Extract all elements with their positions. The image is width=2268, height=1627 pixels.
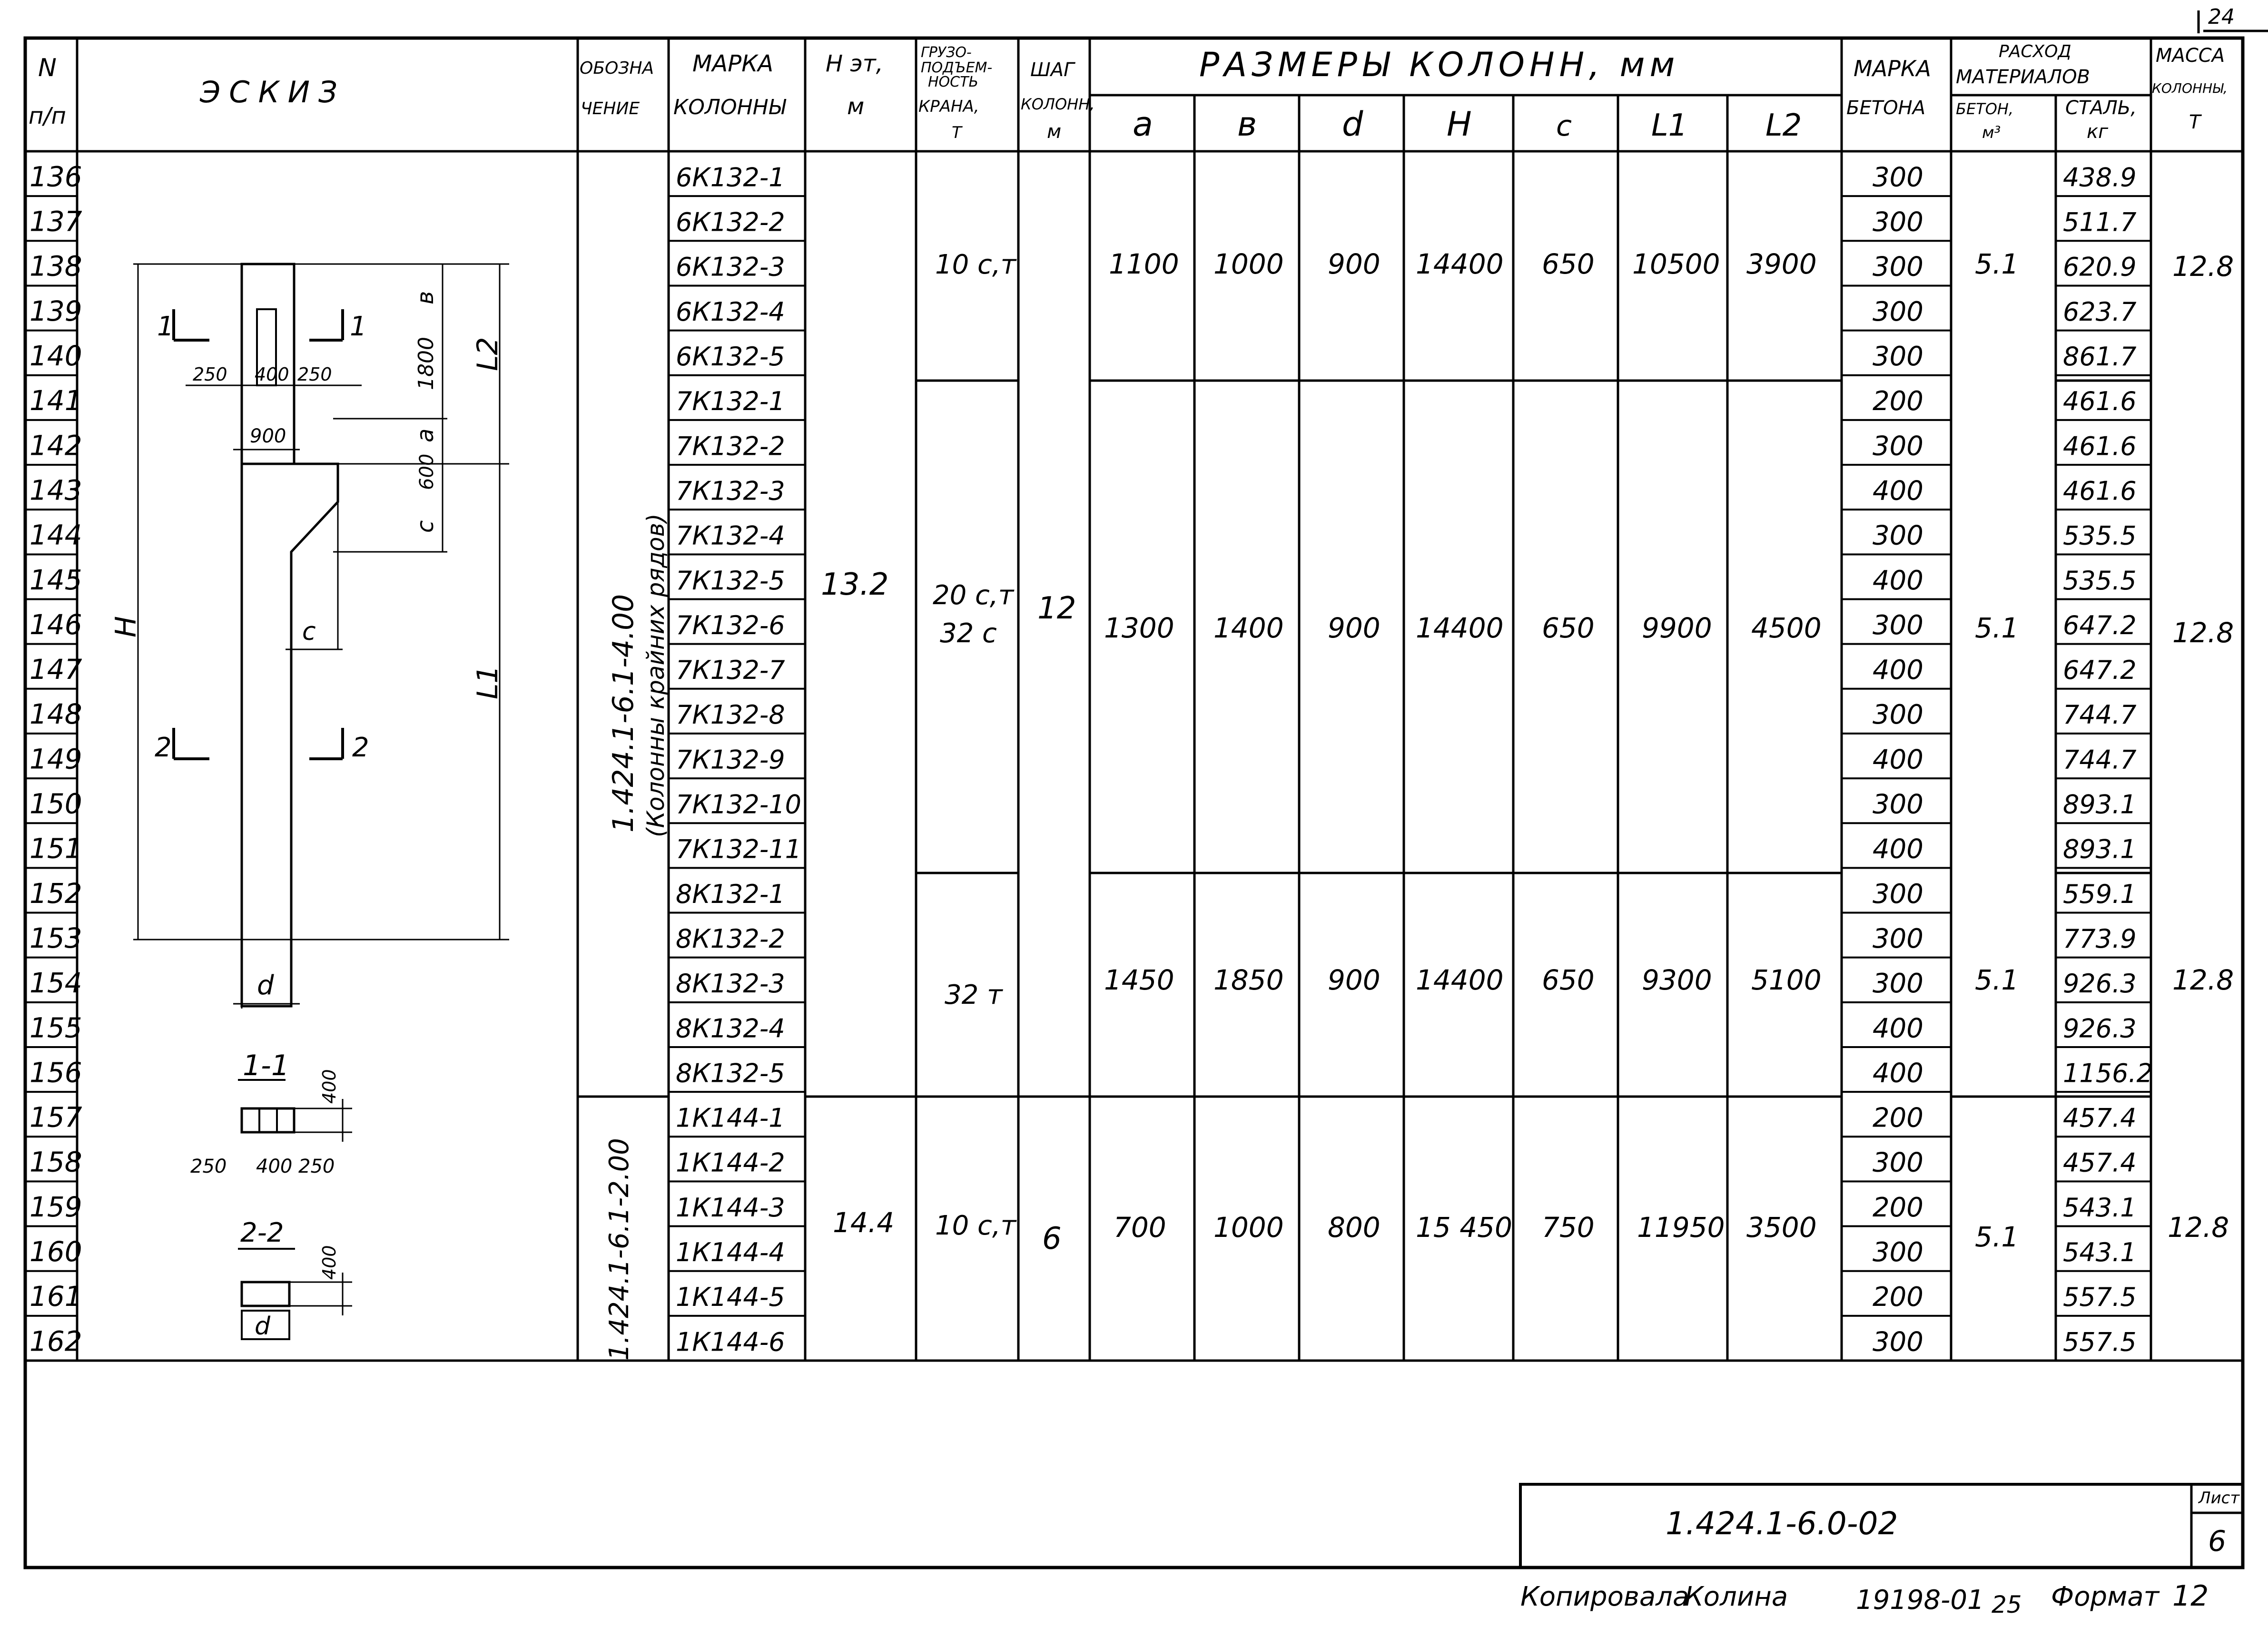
row-number: 147 — [30, 653, 82, 686]
row-concrete: 200 — [1873, 1282, 1923, 1313]
sketch-dim-c-right: c — [412, 520, 439, 533]
group3-L1: 9300 — [1642, 964, 1712, 996]
row-concrete: 300 — [1873, 609, 1923, 641]
merged-values — [604, 248, 2234, 1361]
row-steel: 620.9 — [2063, 252, 2137, 282]
header-crane-5: Т — [952, 123, 962, 142]
row-steel: 1156.2 — [2063, 1058, 2153, 1088]
row-mark: 7К132-5 — [676, 565, 785, 596]
group2-d: 900 — [1328, 612, 1381, 644]
row-number: 144 — [30, 519, 82, 551]
row-steel: 773.9 — [2063, 923, 2137, 954]
row-number: 162 — [30, 1325, 82, 1358]
group4-d: 800 — [1328, 1211, 1381, 1244]
row-concrete: 300 — [1873, 1147, 1923, 1178]
header-step-2: КОЛОНН, — [1021, 95, 1095, 113]
row-steel: 559.1 — [2063, 879, 2137, 909]
row-concrete: 400 — [1873, 833, 1923, 865]
row-steel: 461.6 — [2063, 386, 2137, 417]
header-h-floor-2: м — [847, 93, 865, 120]
row-steel: 926.3 — [2063, 1013, 2137, 1044]
sec2-left: 2 — [155, 732, 172, 763]
h-floor-2: 14.4 — [833, 1206, 895, 1239]
sketch-w400: 400 — [255, 364, 289, 385]
header-size-L1: L1 — [1651, 108, 1688, 143]
sketch-dim-d: d — [257, 970, 274, 1001]
lower-column — [242, 464, 338, 1006]
title-sheet-label: Лист — [2199, 1489, 2240, 1508]
sketch-dim-c-mid: c — [302, 617, 316, 646]
row-concrete: 300 — [1873, 162, 1923, 193]
group2-c: 650 — [1542, 612, 1595, 644]
group2-crane-2: 32 с — [940, 618, 997, 649]
row-steel: 461.6 — [2063, 476, 2137, 506]
sketch-dim-b: в — [412, 291, 439, 304]
row-concrete: 400 — [1873, 655, 1923, 686]
group4-L1: 11950 — [1637, 1211, 1725, 1244]
section-1-w400: 400 — [256, 1156, 293, 1177]
row-number: 155 — [30, 1011, 82, 1044]
row-number: 138 — [30, 250, 82, 283]
row-steel: 557.5 — [2063, 1282, 2137, 1313]
row-number: 146 — [30, 608, 82, 641]
row-number: 141 — [30, 384, 82, 417]
group2-mass: 12.8 — [2172, 617, 2234, 649]
header-h-floor: H эт, — [826, 50, 883, 77]
row-concrete: 400 — [1873, 475, 1923, 507]
row-mark: 6К132-4 — [676, 296, 785, 327]
row-number: 158 — [30, 1146, 82, 1178]
row-steel: 511.7 — [2063, 207, 2137, 237]
group1-concrete-vol: 5.1 — [1975, 248, 2019, 280]
header-steel-2: кг — [2087, 121, 2109, 143]
row-steel: 457.4 — [2063, 1103, 2137, 1133]
group2-H: 14400 — [1416, 612, 1504, 644]
group2-L2: 4500 — [1751, 612, 1822, 644]
row-steel: 926.3 — [2063, 969, 2137, 999]
group1-c: 650 — [1542, 248, 1595, 280]
header-concrete-vol: БЕТОН, — [1956, 100, 2014, 118]
row-number: 142 — [30, 429, 82, 462]
row-steel: 535.5 — [2063, 565, 2137, 596]
designation-1: 1.424.1-6.1-4.00 — [607, 594, 640, 833]
row-steel: 647.2 — [2063, 610, 2137, 640]
header-sizes-title: РАЗМЕРЫ КОЛОНН, мм — [1199, 45, 1680, 84]
row-lines — [25, 196, 2151, 1316]
row-mark: 7К132-2 — [676, 431, 785, 461]
sketch-dim-L2: L2 — [471, 337, 504, 371]
header-consumption: РАСХОД — [1999, 42, 2071, 61]
row-concrete: 300 — [1873, 1326, 1923, 1358]
section-2-d: d — [255, 1312, 271, 1341]
row-mark: 7К132-1 — [676, 386, 785, 417]
header-designation-2: ЧЕНИЕ — [581, 99, 640, 118]
row-mark: 1К144-1 — [676, 1103, 785, 1133]
row-steel: 893.1 — [2063, 834, 2137, 864]
sec1-left: 1 — [157, 311, 174, 342]
row-steel: 861.7 — [2063, 342, 2137, 372]
section-1-shape — [242, 1108, 294, 1132]
group4-b: 1000 — [1213, 1211, 1284, 1244]
table-rows — [30, 160, 2153, 1357]
row-concrete: 300 — [1873, 251, 1923, 283]
header-designation: ОБОЗНА — [580, 59, 654, 78]
group3-mass: 12.8 — [2172, 964, 2234, 996]
table-header — [29, 42, 2228, 144]
row-mark: 6К132-1 — [676, 162, 785, 193]
designation-2: 1.424.1-6.1-2.00 — [604, 1138, 635, 1361]
group3-crane: 32 т — [945, 980, 1003, 1010]
row-number: 139 — [30, 294, 82, 327]
row-mark: 8К132-2 — [676, 923, 785, 954]
header-mark: МАРКА — [692, 50, 774, 77]
row-concrete: 200 — [1873, 1102, 1923, 1134]
row-steel: 457.4 — [2063, 1147, 2137, 1178]
row-concrete: 300 — [1873, 699, 1923, 731]
row-number: 150 — [30, 787, 82, 820]
group1-b: 1000 — [1213, 248, 1284, 280]
group4-mass: 12.8 — [2168, 1211, 2229, 1244]
row-number: 154 — [30, 967, 82, 1000]
sketch-w250a: 250 — [193, 364, 227, 385]
sketch-dim-1800: 1800 — [414, 337, 438, 390]
footer — [1520, 1579, 2209, 1618]
section-1-400: 400 — [319, 1069, 340, 1104]
footer-format-label: Формат — [2051, 1581, 2160, 1612]
footer-order-extra: 25 — [1992, 1591, 2022, 1618]
designation-1-2: (Колонны крайних рядов) — [642, 513, 670, 837]
header-mass-2: КОЛОННЫ, — [2152, 80, 2228, 96]
column-sketch — [109, 264, 509, 1341]
header-size-b: в — [1237, 105, 1257, 144]
header-size-H: H — [1447, 105, 1472, 144]
title-code: 1.424.1-6.0-02 — [1666, 1505, 1898, 1542]
row-number: 159 — [30, 1190, 82, 1223]
section-2-title: 2-2 — [240, 1217, 284, 1248]
row-steel: 647.2 — [2063, 655, 2137, 686]
header-step: ШАГ — [1030, 59, 1075, 81]
header-crane-2: ПОДЪЕМ- — [921, 59, 993, 76]
group3-c: 650 — [1542, 964, 1595, 996]
header-num: N — [38, 54, 57, 82]
section-1-250b: 250 — [298, 1156, 335, 1177]
row-mark: 7К132-10 — [676, 789, 801, 820]
row-concrete: 300 — [1873, 520, 1923, 551]
row-number: 137 — [30, 205, 82, 238]
row-mark: 7К132-9 — [676, 745, 785, 775]
row-number: 156 — [30, 1056, 82, 1089]
step-1: 12 — [1037, 591, 1076, 626]
row-number: 153 — [30, 921, 82, 954]
group3-concrete-vol: 5.1 — [1975, 964, 2019, 996]
row-concrete: 400 — [1873, 565, 1923, 596]
row-concrete: 300 — [1873, 206, 1923, 238]
row-mark: 1К144-5 — [676, 1282, 785, 1313]
group2-b: 1400 — [1213, 612, 1284, 644]
row-concrete: 300 — [1873, 431, 1923, 462]
sketch-w900: 900 — [250, 425, 286, 447]
header-size-a: a — [1133, 105, 1153, 144]
row-concrete: 400 — [1873, 1013, 1923, 1044]
h-floor-1: 13.2 — [821, 567, 889, 602]
row-mark: 1К144-2 — [676, 1147, 785, 1178]
row-concrete: 400 — [1873, 744, 1923, 775]
header-concrete: МАРКА — [1854, 56, 1932, 81]
row-mark: 7К132-7 — [676, 655, 785, 686]
group3-L2: 5100 — [1751, 964, 1822, 996]
row-concrete: 300 — [1873, 1236, 1923, 1268]
row-steel: 744.7 — [2063, 745, 2137, 775]
header-size-L2: L2 — [1765, 108, 1802, 143]
row-concrete: 200 — [1873, 1192, 1923, 1223]
header-crane: ГРУЗО- — [921, 44, 972, 61]
group3-d: 900 — [1328, 964, 1381, 996]
sketch-w250b: 250 — [297, 364, 332, 385]
header-num-2: п/п — [29, 103, 66, 129]
row-mark: 7К132-4 — [676, 520, 785, 551]
row-concrete: 300 — [1873, 923, 1923, 954]
group1-d: 900 — [1328, 248, 1381, 280]
row-steel: 438.9 — [2063, 162, 2137, 193]
row-concrete: 300 — [1873, 296, 1923, 327]
section-2-400: 400 — [319, 1245, 340, 1280]
group1-crane: 10 с,т — [935, 249, 1016, 280]
row-number: 151 — [30, 832, 82, 865]
section-2-shape — [242, 1282, 289, 1306]
footer-copied: Копировала — [1520, 1581, 1689, 1612]
group4-a: 700 — [1114, 1211, 1166, 1244]
row-number: 145 — [30, 563, 82, 596]
header-consumption-2: МАТЕРИАЛОВ — [1956, 66, 2090, 88]
group1-L2: 3900 — [1746, 248, 1817, 280]
section-1-250a: 250 — [190, 1156, 227, 1177]
group1-a: 1100 — [1109, 248, 1179, 280]
row-steel: 543.1 — [2063, 1192, 2137, 1223]
sec2-right: 2 — [352, 732, 369, 763]
row-concrete: 300 — [1873, 789, 1923, 820]
footer-format-value: 12 — [2172, 1579, 2209, 1613]
group4-c: 750 — [1542, 1211, 1595, 1244]
row-concrete: 200 — [1873, 386, 1923, 417]
row-number: 136 — [30, 160, 82, 193]
header-mark-2: КОЛОННЫ — [673, 95, 786, 119]
header-concrete-vol-2: м³ — [1982, 123, 2001, 142]
group2-a: 1300 — [1104, 612, 1174, 644]
group1-L1: 10500 — [1632, 248, 1720, 280]
group2-L1: 9900 — [1642, 612, 1712, 644]
header-sketch: ЭСКИЗ — [200, 75, 346, 109]
row-mark: 8К132-3 — [676, 969, 785, 999]
footer-name: Колина — [1685, 1581, 1788, 1612]
row-concrete: 300 — [1873, 341, 1923, 372]
header-crane-4: КРАНА, — [918, 97, 979, 116]
group3-H: 14400 — [1416, 964, 1504, 996]
step-2: 6 — [1042, 1221, 1062, 1256]
group1-H: 14400 — [1416, 248, 1504, 280]
page-number: 24 — [2208, 5, 2235, 29]
header-crane-3: НОСТЬ — [928, 74, 979, 90]
row-number: 148 — [30, 698, 82, 731]
row-steel: 744.7 — [2063, 700, 2137, 730]
title-sheet-number: 6 — [2208, 1525, 2227, 1558]
row-mark: 8К132-5 — [676, 1058, 785, 1088]
group4-H: 15 450 — [1416, 1211, 1512, 1244]
group4-L2: 3500 — [1746, 1211, 1817, 1244]
header-steel: СТАЛЬ, — [2065, 97, 2137, 119]
row-mark: 6К132-5 — [676, 342, 785, 372]
group1-mass: 12.8 — [2172, 250, 2234, 283]
group4-concrete-vol: 5.1 — [1975, 1221, 2019, 1253]
row-mark: 1К144-3 — [676, 1192, 785, 1223]
row-number: 149 — [30, 743, 82, 775]
header-size-d: d — [1342, 105, 1363, 144]
row-steel: 535.5 — [2063, 520, 2137, 551]
row-mark: 1К144-6 — [676, 1327, 785, 1357]
row-mark: 1К144-4 — [676, 1237, 785, 1267]
row-steel: 623.7 — [2063, 296, 2137, 327]
row-mark: 7К132-8 — [676, 700, 785, 730]
row-steel: 461.6 — [2063, 431, 2137, 461]
row-concrete: 300 — [1873, 968, 1923, 1000]
group4-crane: 10 с,т — [935, 1210, 1016, 1241]
header-concrete-2: БЕТОНА — [1846, 97, 1926, 119]
row-mark: 8К132-1 — [676, 879, 785, 909]
row-number: 140 — [30, 340, 82, 372]
row-steel: 557.5 — [2063, 1327, 2137, 1357]
row-mark: 7К132-11 — [676, 834, 801, 864]
row-mark: 6К132-2 — [676, 207, 785, 237]
row-number: 143 — [30, 474, 82, 507]
row-steel: 893.1 — [2063, 789, 2137, 820]
sketch-dim-H: H — [109, 616, 143, 637]
row-mark: 7К132-6 — [676, 610, 785, 640]
row-concrete: 300 — [1873, 878, 1923, 910]
title-block — [1520, 1484, 2243, 1568]
row-number: 152 — [30, 877, 82, 910]
row-concrete: 400 — [1873, 1058, 1923, 1089]
group2-crane: 20 с,т — [933, 580, 1014, 611]
row-mark: 7К132-3 — [676, 476, 785, 506]
row-mark: 6К132-3 — [676, 252, 785, 282]
header-mass: МАССА — [2156, 45, 2225, 67]
row-number: 157 — [30, 1101, 82, 1134]
group3-b: 1850 — [1213, 964, 1284, 996]
row-mark: 8К132-4 — [676, 1013, 785, 1044]
group2-concrete-vol: 5.1 — [1975, 612, 2019, 644]
row-number: 161 — [30, 1280, 82, 1313]
section-1-title: 1-1 — [243, 1049, 289, 1082]
footer-order: 19198-01 — [1856, 1585, 1984, 1616]
row-steel: 543.1 — [2063, 1237, 2137, 1267]
sketch-dim-a: a — [412, 428, 439, 442]
header-step-3: м — [1047, 121, 1062, 143]
group3-a: 1450 — [1104, 964, 1174, 996]
sketch-dim-600: 600 — [416, 453, 438, 490]
sketch-dim-L1: L1 — [471, 665, 504, 699]
sec1-right: 1 — [350, 311, 367, 342]
row-number: 160 — [30, 1235, 82, 1268]
header-mass-3: Т — [2189, 111, 2201, 133]
header-size-c: c — [1556, 109, 1572, 143]
